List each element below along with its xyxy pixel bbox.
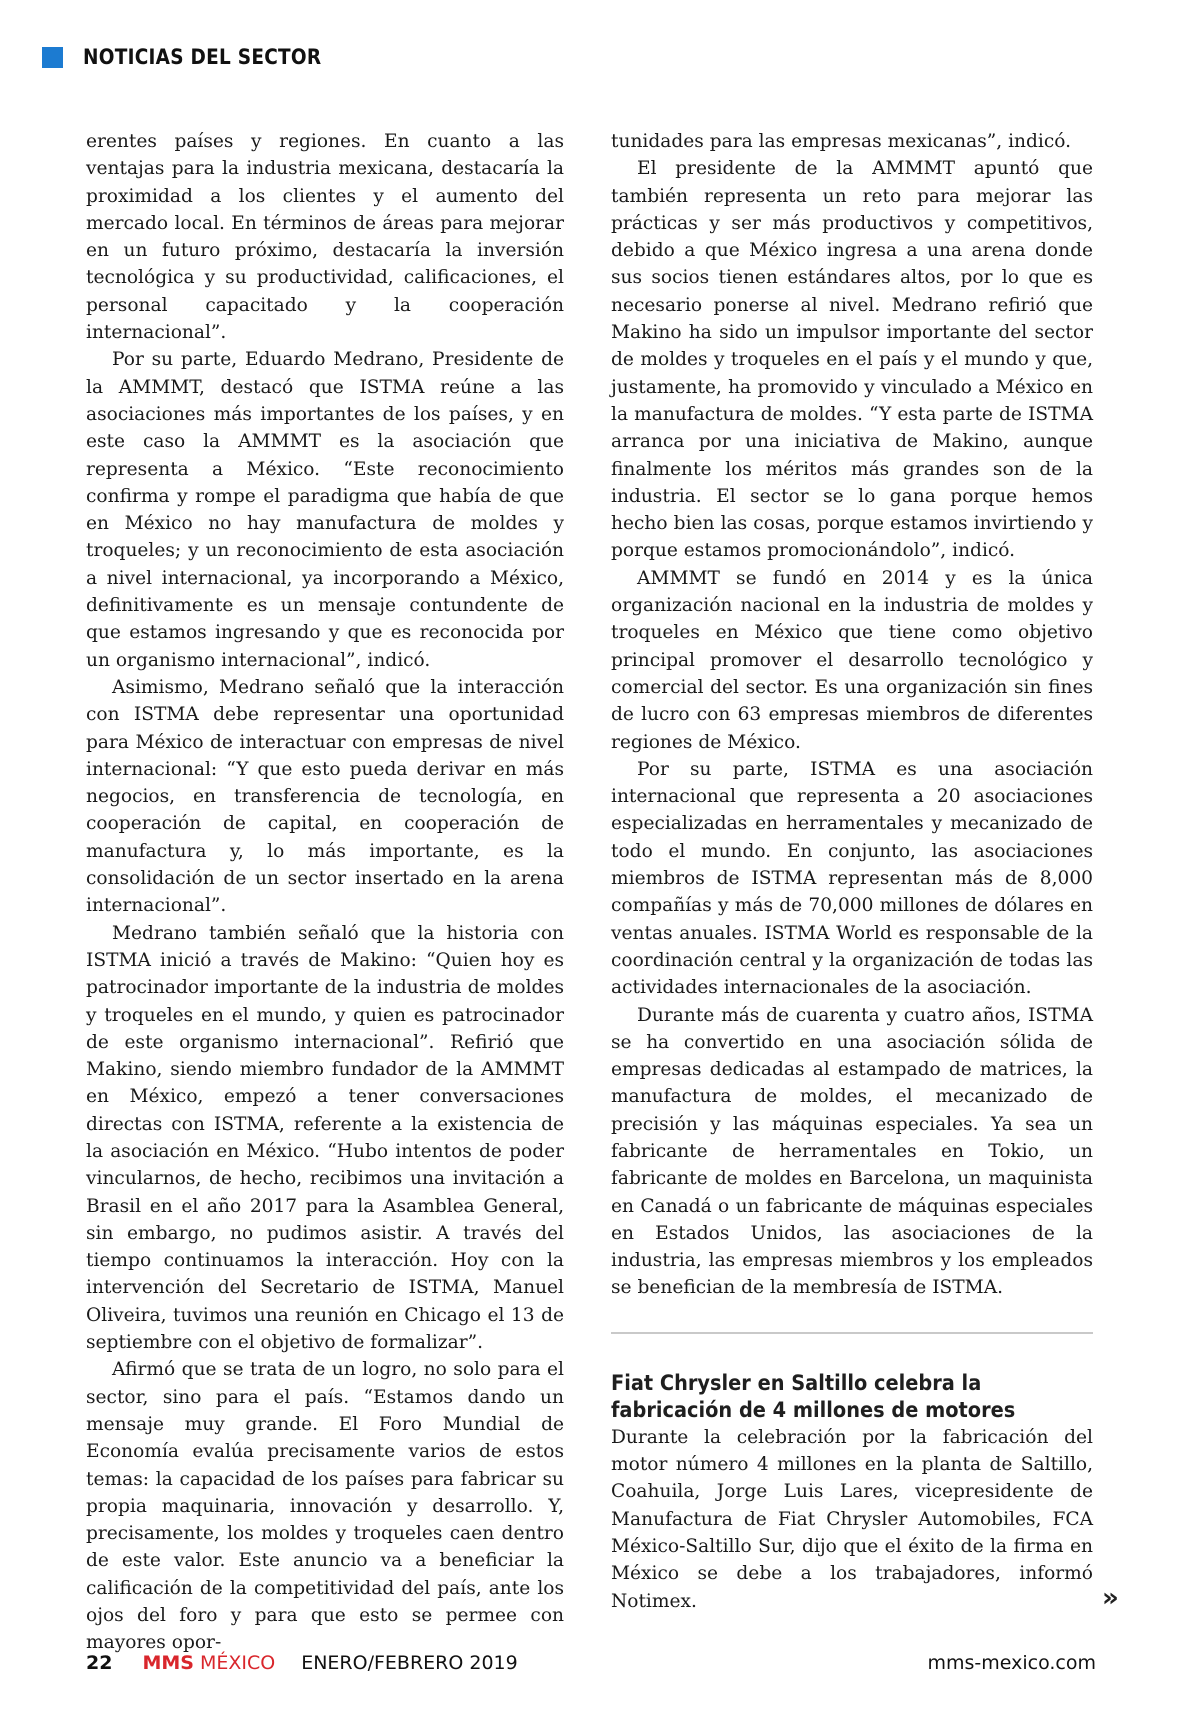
issue-date: ENERO/FEBRERO 2019 [301,1652,518,1674]
right-paragraph-1: tunidades para las empresas mexicanas”, indicó. [611,131,1072,152]
news-headline: Fiat Chrysler en Saltillo celebra la fabricación de 4 millones de motores [611,1370,1016,1423]
page-footer [86,1652,1096,1682]
left-paragraph-2: Por su parte, Eduardo Medrano, Presidente de la AMMMT, destacó que ISTMA reúne a las asociaciones más importantes de los países, y en este caso la AMMMT es la asociación que representa a México. “Este reconocimiento confirma y rompe el paradigma que había de que en México no hay manufactura de moldes y troqueles; y un reconocimiento de esta asociación a nivel internacional, ya incorporando a México, definitivamente es un mensaje contundente de que estamos ingresando y que es reconocida por un organismo internacional”, indicó. [86,349,564,671]
section-color-square [42,47,63,68]
section-header [42,42,354,72]
brand-mms: MMS [142,1652,194,1674]
right-column [611,128,1093,1615]
website-url: mms-mexico.com [927,1652,1096,1674]
left-paragraph-3: Asimismo, Medrano señaló que la interacción con ISTMA debe representar una oportunidad para México de interactuar con empresas de nivel internacional: “Y que esto pueda derivar en más negocios, en transferencia de tecnología, en cooperación de capital, en cooperación de manufactura y, lo más importante, es la consolidación de un sector insertado en la arena internacional”. [86,676,564,917]
news-body: Durante la celebración por la fabricación del motor número 4 millones en la planta de Saltillo, Coahuila, Jorge Luis Lares, vicepresidente de Manufactura de Fiat Chrysler Automobiles, FCA México-Saltillo Sur, dijo que el éxito de la firma en México se debe a los trabajadores, informó Notimex. [611,1426,1093,1612]
page-number: 22 [86,1652,113,1674]
brand-country: MÉXICO [199,1652,276,1674]
article-divider [611,1332,1093,1334]
double-chevron-right-icon: » [1102,1583,1119,1613]
left-paragraph-4: Medrano también señaló que la historia con ISTMA inició a través de Makino: “Quien hoy es patrocinador importante de la industria de moldes y troqueles en el mundo, y quien es patrocinador de este organismo internacional”. Refirió que Makino, siendo miembro fundador de la AMMMT en México, empezó a tener conversaciones directas con ISTMA, referente a la existencia de la asociación en México. “Hubo intentos de poder vincularnos, de hecho, recibimos una invitación a Brasil en el año 2017 para la Asamblea General, sin embargo, no pudimos asistir. A través del tiempo continuamos la interacción. Hoy con la intervención del Secretario de ISTMA, Manuel Oliveira, tuvimos una reunión en Chicago el 13 de septiembre con el objetivo de formalizar”. [86,922,564,1354]
right-paragraph-3: AMMMT se fundó en 2014 y es la única organización nacional en la industria de moldes y troqueles en México que tiene como objetivo principal promover el desarrollo tecnológico y comercial del sector. Es una organización sin fines de lucro con 63 empresas miembros de diferentes regiones de México. [611,567,1093,753]
left-paragraph-1: erentes países y regiones. En cuanto a las ventajas para la industria mexicana, destacaría la proximidad a los clientes y el aumento del mercado local. En términos de áreas para mejorar en un futuro próximo, destacaría la inversión tecnológica y su productividad, calificaciones, el personal capacitado y la cooperación internacional”. [86,131,564,344]
left-column [86,128,564,1657]
left-paragraph-5: Afirmó que se trata de un logro, no solo para el sector, sino para el país. “Estamos dando un mensaje muy grande. El Foro Mundial de Economía evalúa precisamente varios de estos temas: la capacidad de los países para fabricar su propia maquinaria, innovación y desarrollo. Y, precisamente, los moldes y troqueles caen dentro de este valor. Este anuncio va a beneficiar la calificación de la competitividad del país, ante los ojos del foro y para que esto se permee con mayores opor- [86,1359,564,1654]
right-paragraph-4: Por su parte, ISTMA es una asociación internacional que representa a 20 asociaciones especializadas en herramentales y mecanizado de todo el mundo. En conjunto, las asociaciones miembros de ISTMA representan más de 8,000 compañías y más de 70,000 millones de dólares en ventas anuales. ISTMA World es responsable de la coordinación central y la organización de todas las actividades internacionales de la asociación. [611,758,1093,999]
right-paragraph-5: Durante más de cuarenta y cuatro años, ISTMA se ha convertido en una asociación sólida de empresas dedicadas al estampado de matrices, la manufactura de moldes, el mecanizado de precisión y las máquinas especiales. Ya sea un fabricante de herramentales en Tokio, un fabricante de moldes en Barcelona, un maquinista en Canadá o un fabricante de máquinas especiales en Estados Unidos, las asociaciones de la industria, las empresas miembros y los empleados se benefician de la membresía de ISTMA. [611,1004,1093,1299]
right-paragraph-2: El presidente de la AMMMT apuntó que también representa un reto para mejorar las prácticas y ser más productivos y competitivos, debido a que México ingresa a una arena donde sus socios tienen estándares altos, por lo que es necesario ponerse al nivel. Medrano refirió que Makino ha sido un impulsor importante del sector de moldes y troqueles en el país y el mundo y que, justamente, ha promovido y vinculado a México en la manufactura de moldes. “Y esta parte de ISTMA arranca por una iniciativa de Makino, aunque finalmente los méritos más grandes son de la industria. El sector se lo gana porque hemos hecho bien las cosas, porque estamos invirtiendo y porque estamos promocionándolo”, indicó. [611,158,1093,562]
section-title: NOTICIAS DEL SECTOR [83,45,322,69]
